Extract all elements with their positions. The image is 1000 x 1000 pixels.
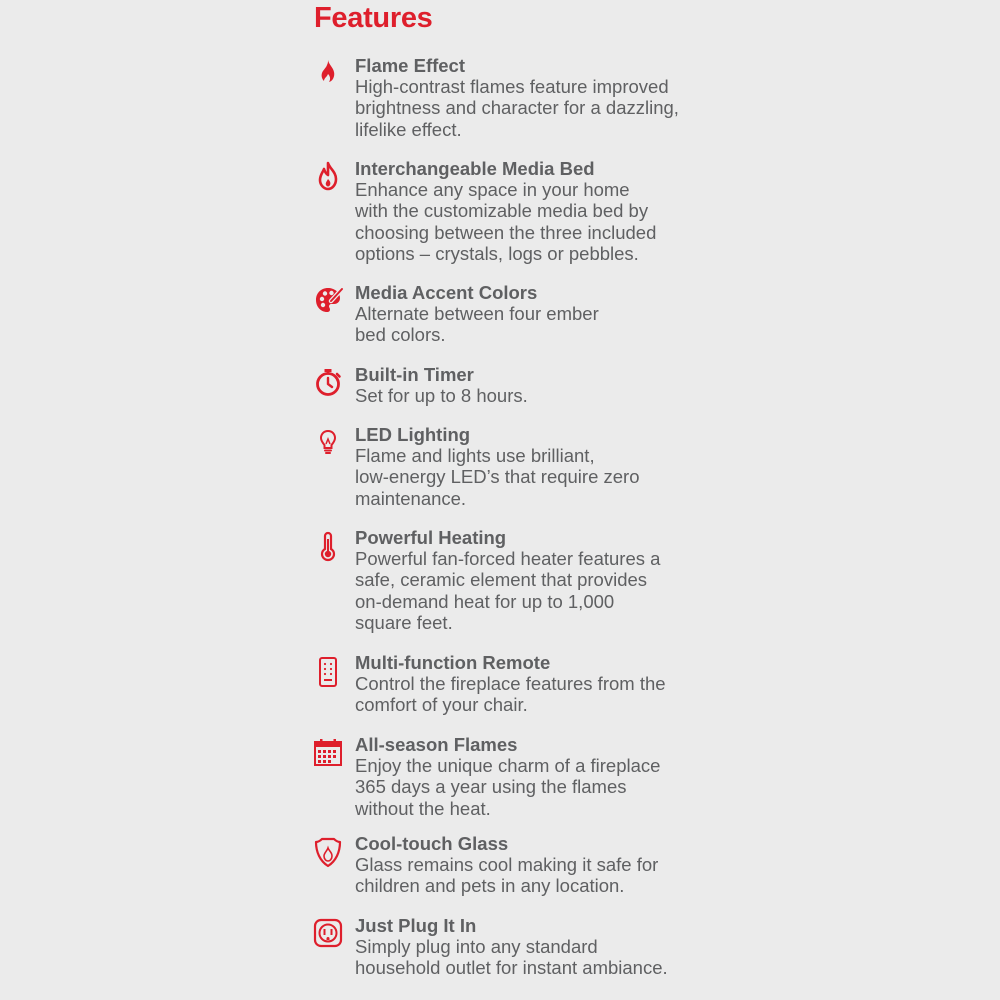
feature-title: Interchangeable Media Bed — [355, 158, 595, 179]
thermometer-icon — [312, 530, 344, 562]
feature-line: Enjoy the unique charm of a fireplace — [355, 755, 661, 776]
feature-title: Built-in Timer — [355, 364, 474, 385]
feature-line: choosing between the three included — [355, 221, 657, 243]
stopwatch-icon — [312, 366, 344, 398]
feature-line: square feet. — [355, 612, 453, 634]
feature-title: LED Lighting — [355, 424, 471, 445]
feature-line: lifelike effect. — [355, 118, 462, 140]
feature-line: options – crystals, logs or pebbles. — [355, 243, 639, 265]
feature-line: 365 days a year using the flames — [355, 776, 627, 798]
fire-outline-icon — [312, 160, 344, 192]
feature-line: with the customizable media bed by — [355, 200, 649, 222]
feature-title: Powerful Heating — [355, 527, 507, 548]
outlet-icon — [312, 917, 344, 949]
feature-title: Flame Effect — [355, 55, 466, 76]
feature-line: brightness and character for a dazzling, — [355, 97, 679, 119]
feature-line: Enhance any space in your home — [355, 179, 630, 200]
feature-title: Cool-touch Glass — [355, 833, 509, 854]
feature-line: Alternate between four ember — [355, 303, 599, 324]
calendar-icon — [312, 736, 344, 768]
feature-line: maintenance. — [355, 487, 467, 509]
feature-title: Media Accent Colors — [355, 282, 538, 303]
feature-line: safe, ceramic element that provides — [355, 569, 648, 591]
feature-line: household outlet for instant ambiance. — [355, 957, 668, 979]
feature-line: Glass remains cool making it safe for — [355, 854, 659, 875]
feature-line: bed colors. — [355, 324, 446, 346]
flame-icon — [312, 57, 344, 89]
feature-line: Control the fireplace features from the — [355, 673, 666, 694]
feature-title: All-season Flames — [355, 734, 518, 755]
palette-icon — [312, 284, 344, 316]
feature-title: Just Plug It In — [355, 915, 477, 936]
feature-line: comfort of your chair. — [355, 694, 528, 716]
feature-line: Set for up to 8 hours. — [355, 385, 528, 406]
feature-title: Multi-function Remote — [355, 652, 551, 673]
feature-line: without the heat. — [355, 797, 491, 819]
feature-line: Powerful fan-forced heater features a — [355, 548, 661, 569]
shield-icon — [312, 836, 344, 868]
page-title: Features — [314, 2, 433, 34]
feature-line: Flame and lights use brilliant, — [355, 445, 595, 466]
remote-icon — [312, 656, 344, 688]
feature-line: children and pets in any location. — [355, 875, 625, 897]
feature-line: High-contrast flames feature improved — [355, 76, 669, 97]
feature-line: Simply plug into any standard — [355, 936, 598, 957]
feature-line: low-energy LED’s that require zero — [355, 466, 640, 488]
feature-line: on-demand heat for up to 1,000 — [355, 590, 615, 612]
lightbulb-icon — [312, 426, 344, 458]
